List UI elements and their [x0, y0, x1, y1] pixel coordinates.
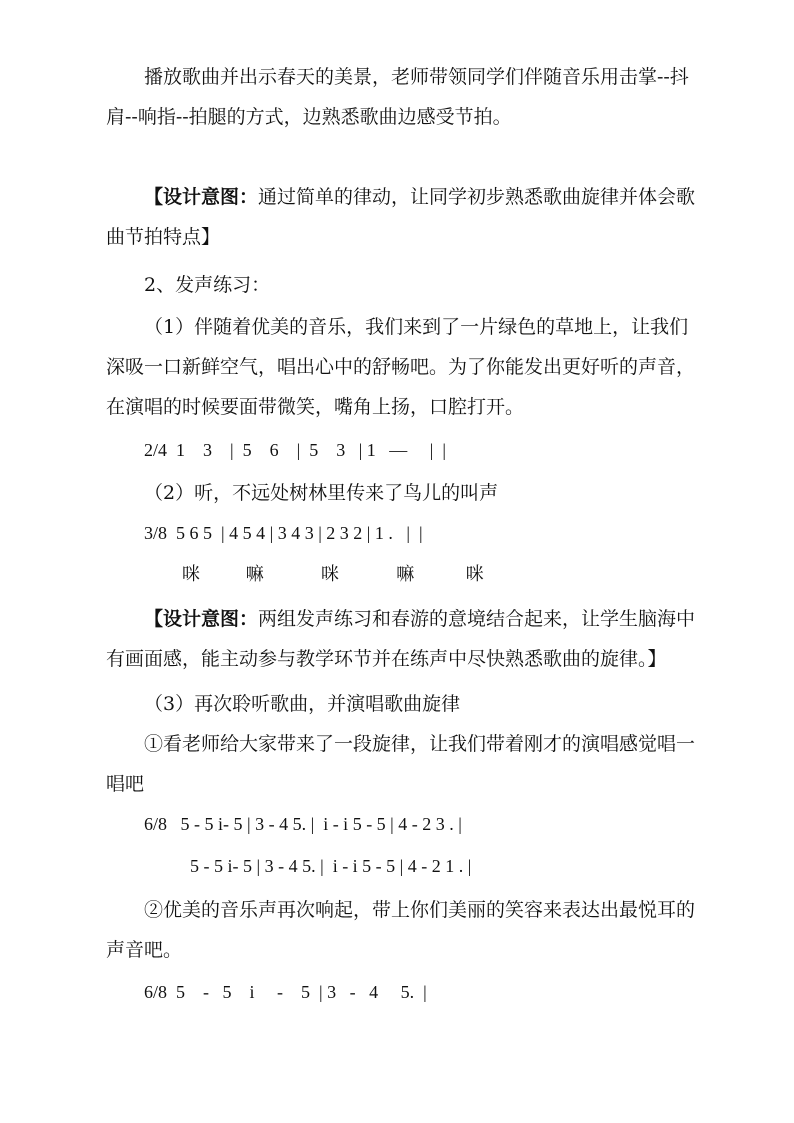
design-intent-label: 【设计意图：	[144, 186, 259, 208]
notation-line-5: 6/8 5 - 5 i - 5 | 3 - 4 5. |	[144, 982, 427, 1002]
notation-line-3: 6/8 5 - 5 i- 5 | 3 - 4 5. | i - i 5 - 5 | 4 - 2 3 . |	[144, 814, 462, 834]
design-intent-1	[106, 177, 696, 257]
design-intent-text: 通过简单的律动，让同学初步熟悉歌曲旋律并体会歌曲节拍特点】	[106, 186, 696, 248]
notation-line-1: 2/4 1 3 | 5 6 | 5 3 | 1 — | |	[144, 440, 447, 460]
paragraph-step-2: （2）听，不远处树林里传来了鸟儿的叫声	[144, 482, 499, 504]
paragraph-step-3: （3）再次聆听歌曲，并演唱歌曲旋律	[144, 693, 461, 715]
design-intent-label: 【设计意图：	[144, 608, 259, 630]
notation-line-2: 3/8 5 6 5 | 4 5 4 | 3 4 3 | 2 3 2 | 1 . | |	[144, 523, 423, 543]
paragraph-step-1: （1）伴随着优美的音乐，我们来到了一片绿色的草地上，让我们深吸一口新鲜空气，唱出心中的舒畅吧。为了你能发出更好听的声音，在演唱的时候要面带微笑，嘴角上扬，口腔打开。	[106, 316, 696, 418]
design-intent-2	[106, 599, 696, 679]
lyrics-line: 咪 嘛 咪 嘛 咪	[182, 564, 484, 585]
notation-line-4: 5 - 5 i- 5 | 3 - 4 5. | i - i 5 - 5 | 4 - 2 1 . |	[190, 856, 472, 876]
design-intent-text: 两组发声练习和春游的意境结合起来，让学生脑海中有画面感，能主动参与教学环节并在练声中尽快熟悉歌曲的旋律。】	[106, 608, 696, 670]
paragraph-step-3-2: ②优美的音乐声再次响起，带上你们美丽的笑容来表达出最悦耳的声音吧。	[106, 899, 696, 961]
paragraph-intro: 播放歌曲并出示春天的美景，老师带领同学们伴随音乐用击掌--抖肩--响指--拍腿的方式，边熟悉歌曲边感受节拍。	[106, 66, 689, 128]
section-heading-vocal-practice: 2、发声练习：	[144, 274, 271, 296]
paragraph-step-3-1: ①看老师给大家带来了一段旋律，让我们带着刚才的演唱感觉唱一唱吧	[106, 733, 696, 795]
